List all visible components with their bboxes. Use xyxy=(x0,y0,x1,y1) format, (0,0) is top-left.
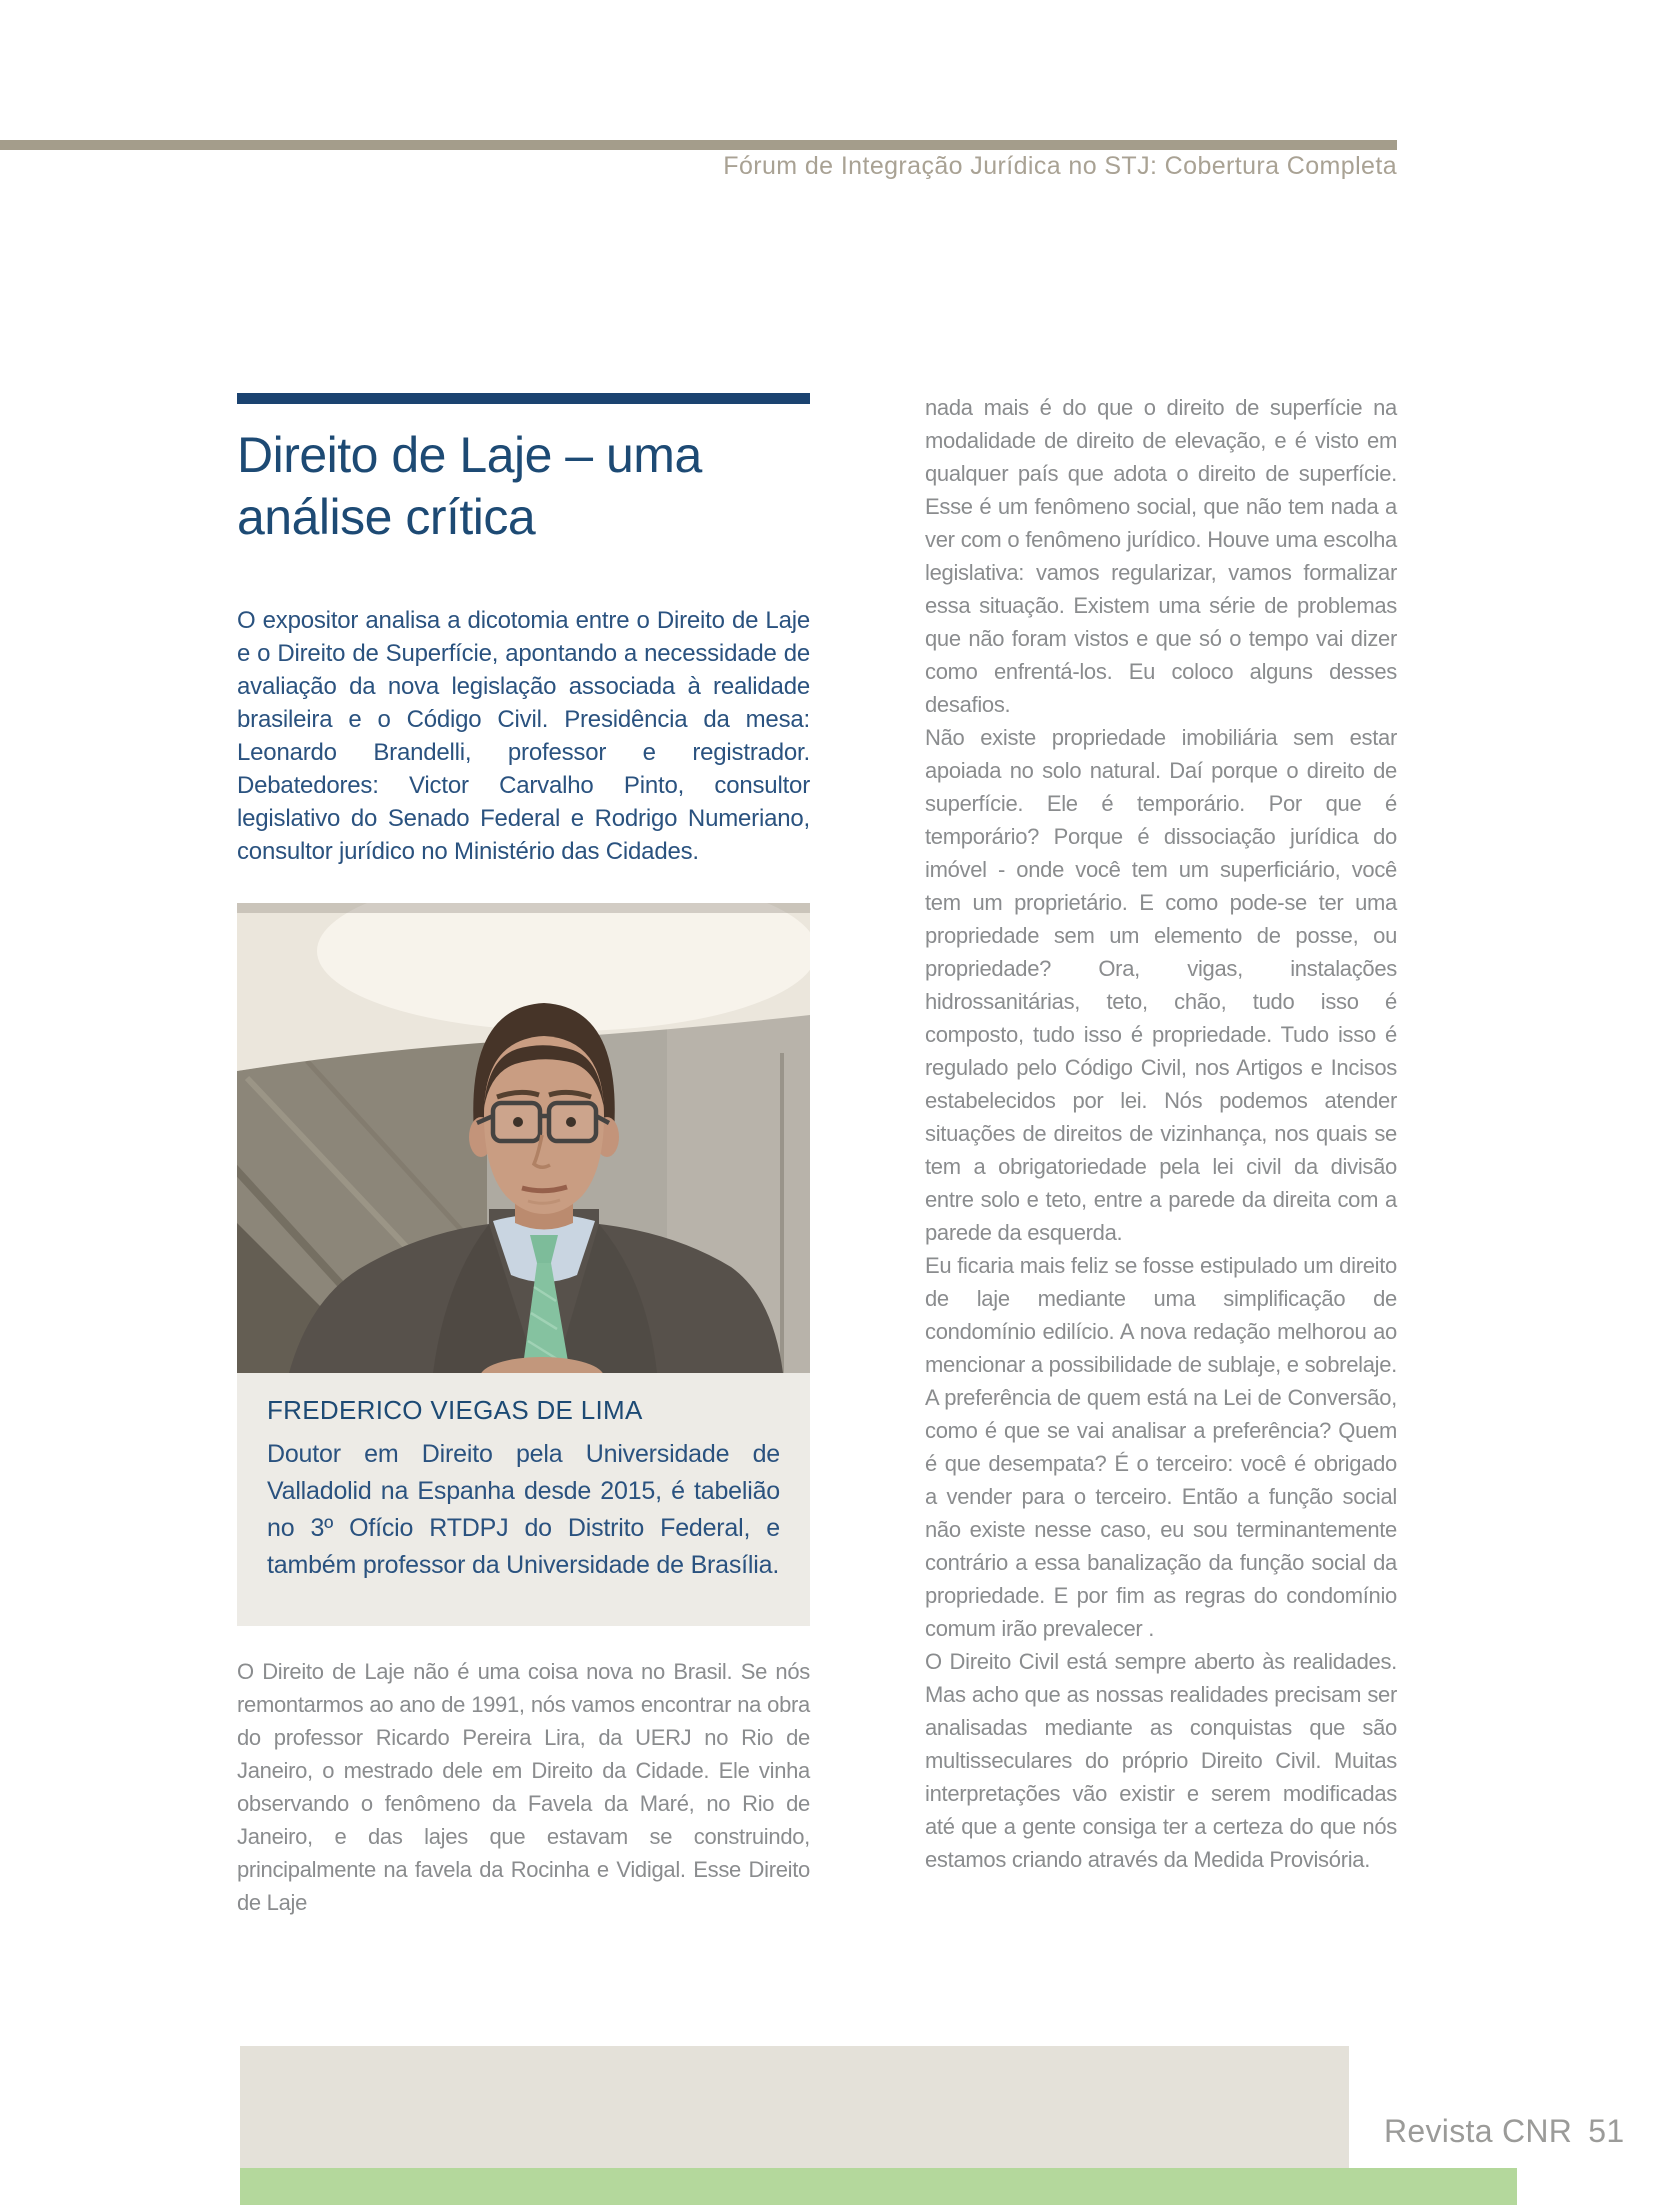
title-rule xyxy=(237,393,810,404)
article-paragraph: O Direito Civil está sempre aberto às realidades. Mas acho que as nossas realidades precisam ser analisadas mediante as conquistas que são multisseculares do próprio Direito Civil. Muitas interpretações vão existir e serem modificadas até que a gente consiga ter a certeza do que nós estamos criando através da Medida Provisória. xyxy=(925,1649,1397,1872)
article-lead: O expositor analisa a dicotomia entre o Direito de Laje e o Direito de Superfície, apontando a necessidade de avaliação da nova legislação associada à realidade brasileira e o Código Civil. Presidência da mesa: Leonardo Brandelli, professor e registrador. Debatedores: Victor Carvalho Pinto, consultor legislativo do Senado Federal e Rodrigo Numeriano, consultor jurídico no Ministério das Cidades. xyxy=(237,607,810,865)
article-paragraph-left: O Direito de Laje não é uma coisa nova no Brasil. Se nós remontarmos ao ano de 1991, nós vamos encontrar na obra do professor Ricardo Pereira Lira, da UERJ no Rio de Janeiro, o mestrado dele em Direito da Cidade. Ele vinha observando o fenômeno da Favela da Maré, no Rio de Janeiro, e das lajes que estavam se construindo, principalmente na favela da Rocinha e Vidigal. Esse Direito de Laje xyxy=(237,1659,810,1915)
footer-block xyxy=(240,2046,1349,2168)
page-kicker: Fórum de Integração Jurídica no STJ: Cobertura Completa xyxy=(723,152,1397,180)
header-rule xyxy=(0,140,1397,150)
magazine-name: Revista CNR xyxy=(1384,2113,1573,2149)
photo-caption-box xyxy=(237,1373,810,1626)
article-title: Direito de Laje – uma análise crítica xyxy=(237,427,702,545)
article-paragraph: Eu ficaria mais feliz se fosse estipulado um direito de laje mediante uma simplificação de condomínio edilício. A nova redação melhorou ao mencionar a possibilidade de sublaje, e sobrelaje. A preferência de quem está na Lei de Conversão, como é que se vai analisar a preferência? Quem é que desempata? É o terceiro: você é obrigado a vender para o terceiro. Então a função social não existe nesse caso, eu sou terminantemente contrário a essa banalização da função social da propriedade. E por fim as regras do condomínio comum irão prevalecer . xyxy=(925,1253,1397,1641)
right-column xyxy=(925,391,1397,1876)
speaker-photo xyxy=(237,903,810,1373)
speaker-name: FREDERICO VIEGAS DE LIMA xyxy=(267,1395,643,1425)
speaker-bio: Doutor em Direito pela Universidade de Valladolid na Espanha desde 2015, é tabelião no 3º Ofício RTDPJ do Distrito Federal, e também professor da Universidade de Brasília. xyxy=(267,1440,780,1579)
page-footer xyxy=(1384,2113,1624,2150)
article-paragraph: nada mais é do que o direito de superfície na modalidade de direito de elevação, e é visto em qualquer país que adota o direito de superfície. Esse é um fenômeno social, que não tem nada a ver com o fenômeno jurídico. Houve uma escolha legislativa: vamos regularizar, vamos formalizar essa situação. Existem uma série de problemas que não foram vistos e que só o tempo vai dizer como enfrentá-los. Eu coloco alguns desses desafios. xyxy=(925,395,1397,717)
footer-accent-bar xyxy=(240,2168,1517,2205)
speaker-portrait-illustration xyxy=(237,903,810,1373)
page-number: 51 xyxy=(1588,2113,1625,2149)
article-paragraph: Não existe propriedade imobiliária sem estar apoiada no solo natural. Daí porque o direito de superfície. Ele é temporário. Por que é temporário? Porque é dissociação jurídica do imóvel - onde você tem um superficiário, você tem um proprietário. E como pode-se ter uma propriedade sem um elemento de posse, ou propriedade? Ora, vigas, instalações hidrossanitárias, teto, chão, tudo isso é composto, tudo isso é propriedade. Tudo isso é regulado pelo Código Civil, nos Artigos e Incisos estabelecidos por lei. Nós podemos atender situações de direitos de vizinhança, nos quais se tem a obrigatoriedade pela lei civil da divisão entre solo e teto, entre a parede da direita com a parede da esquerda. xyxy=(925,725,1397,1245)
